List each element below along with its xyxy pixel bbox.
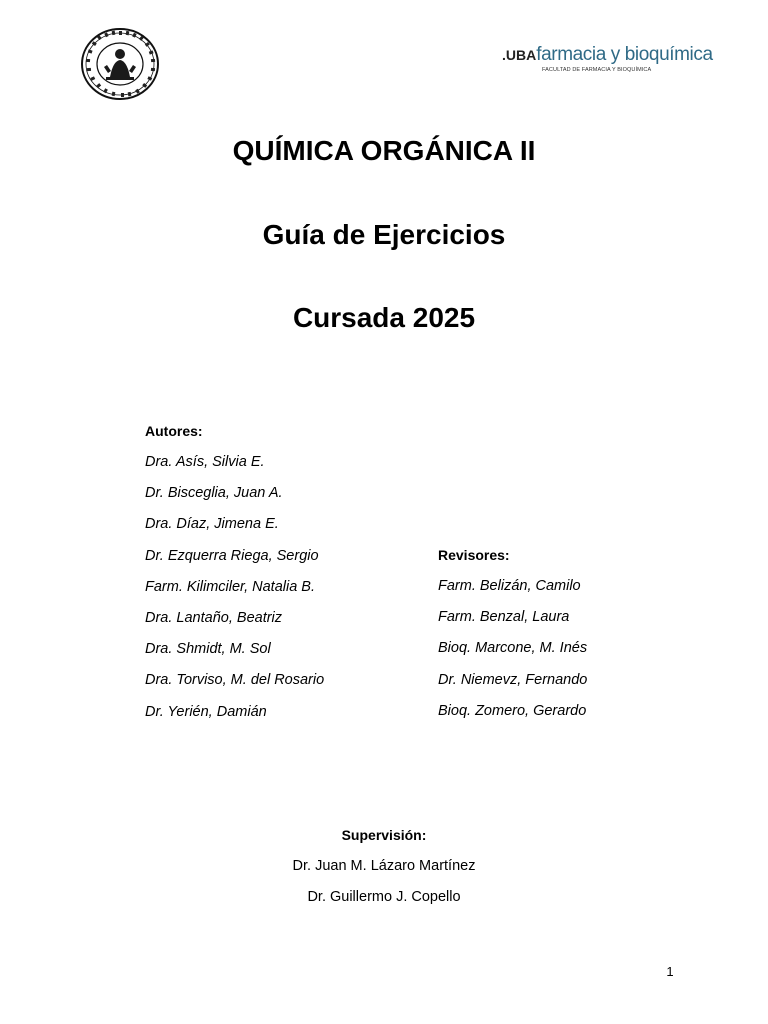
- brand-wordmark: [502, 44, 722, 66]
- authors-list: [145, 422, 405, 734]
- reviewer-name: Farm. Belizán, Camilo: [438, 578, 581, 594]
- course-title: QUÍMICA ORGÁNICA II: [232, 135, 536, 166]
- reviewer-name: Bioq. Marcone, M. Inés: [438, 640, 588, 657]
- faculty-brand-logo: [502, 44, 722, 80]
- supervision-heading: Supervisión:: [341, 827, 427, 843]
- term-title: Cursada 2025: [292, 302, 476, 333]
- author-name: Dr. Yerién, Damián: [145, 703, 267, 720]
- author-name: Dr. Bisceglia, Juan A.: [145, 485, 283, 502]
- reviewer-name: Bioq. Zomero, Gerardo: [438, 702, 587, 719]
- reviewer-name: Dr. Niemevz, Fernando: [438, 671, 588, 688]
- author-name: Dra. Torviso, M. del Rosario: [145, 672, 325, 689]
- authors-heading: Autores:: [145, 423, 203, 439]
- author-name: Dra. Shmidt, M. Sol: [145, 641, 271, 658]
- reviewers-heading: Revisores:: [438, 547, 510, 563]
- author-name: Dra. Asís, Silvia E.: [145, 454, 265, 470]
- reviewers-list: [438, 546, 678, 733]
- brand-prefix: .UBA: [502, 47, 537, 63]
- author-name: Farm. Kilimciler, Natalia B.: [145, 578, 316, 595]
- supervisor-name: Dr. Juan M. Lázaro Martínez: [292, 858, 476, 874]
- reviewer-name: Farm. Benzal, Laura: [438, 609, 570, 626]
- university-seal-icon: [80, 27, 160, 101]
- guide-title: Guía de Ejercicios: [262, 219, 506, 250]
- supervisor-name: Dr. Guillermo J. Copello: [307, 889, 461, 905]
- author-name: Dr. Ezquerra Riega, Sergio: [145, 547, 319, 564]
- brand-name: farmacia y bioquímica: [536, 44, 713, 65]
- brand-subtitle: FACULTAD DE FARMACIA Y BIOQUÍMICA: [542, 67, 652, 73]
- supervision-section: [0, 826, 768, 919]
- author-name: Dra. Lantaño, Beatriz: [145, 609, 283, 626]
- page-number: 1: [666, 964, 674, 979]
- author-name: Dra. Díaz, Jimena E.: [145, 516, 279, 533]
